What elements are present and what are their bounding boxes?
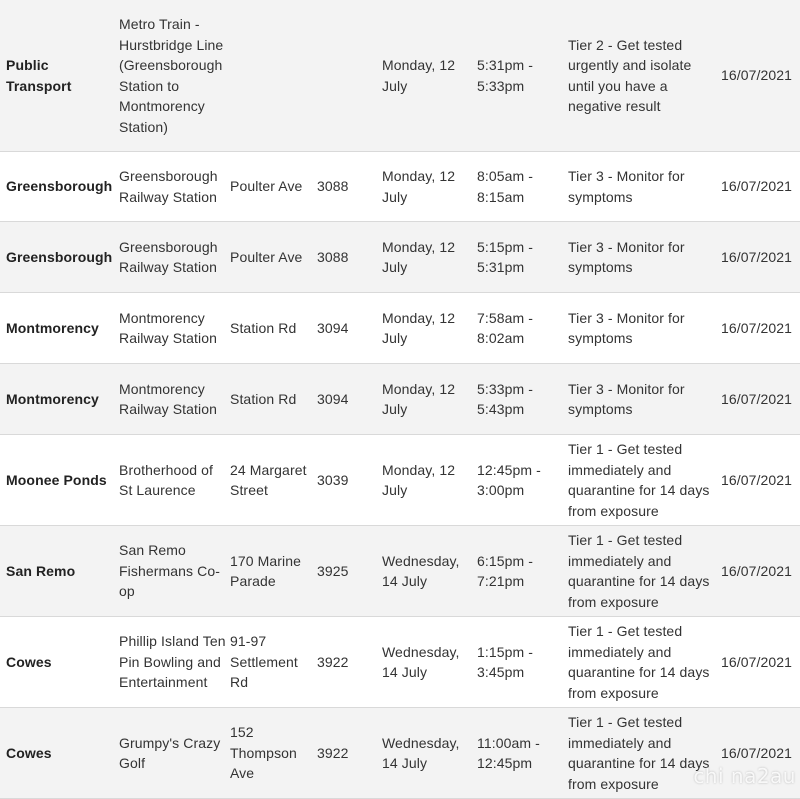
exposure-date-cell: Wednesday, 14 July bbox=[382, 643, 460, 680]
postcode-cell: 3922 bbox=[317, 744, 349, 761]
date-added-cell: 16/07/2021 bbox=[721, 67, 793, 84]
address-cell bbox=[230, 0, 314, 151]
site-cell: Brotherhood of St Laurence bbox=[119, 461, 214, 498]
date-added-cell: 16/07/2021 bbox=[721, 248, 793, 265]
health-advice-cell: Tier 3 - Monitor for symptoms bbox=[568, 380, 685, 417]
date-added-cell: 16/07/2021 bbox=[721, 178, 793, 195]
table-row bbox=[0, 435, 800, 526]
table-row bbox=[0, 222, 800, 293]
suburb-cell: Greensborough bbox=[6, 178, 113, 195]
site-cell: Greensborough Railway Station bbox=[119, 168, 218, 205]
suburb-cell: Greensborough bbox=[6, 248, 113, 265]
address-cell: 152 Thompson Ave bbox=[230, 724, 297, 782]
postcode-cell bbox=[317, 0, 377, 151]
postcode-cell: 3094 bbox=[317, 319, 349, 336]
postcode-cell: 3925 bbox=[317, 562, 349, 579]
exposure-time-cell: 12:45pm - 3:00pm bbox=[477, 461, 541, 498]
address-cell: Poulter Ave bbox=[230, 248, 303, 265]
table-row bbox=[0, 526, 800, 617]
postcode-cell: 3922 bbox=[317, 653, 349, 670]
address-cell: 170 Marine Parade bbox=[230, 552, 302, 589]
site-cell: Metro Train - Hurstbridge Line (Greensborough Station to Montmorency Station) bbox=[119, 16, 224, 135]
exposure-date-cell: Monday, 12 July bbox=[382, 168, 456, 205]
exposure-date-cell: Monday, 12 July bbox=[382, 380, 456, 417]
postcode-cell: 3094 bbox=[317, 390, 349, 407]
exposure-date-cell: Wednesday, 14 July bbox=[382, 552, 460, 589]
address-cell: Station Rd bbox=[230, 390, 297, 407]
table-row bbox=[0, 617, 800, 708]
suburb-cell: Montmorency bbox=[6, 319, 99, 336]
table-row bbox=[0, 708, 800, 799]
address-cell: 24 Margaret Street bbox=[230, 461, 307, 498]
watermark: chi na2au bbox=[693, 764, 796, 788]
exposure-date-cell: Monday, 12 July bbox=[382, 309, 456, 346]
exposure-time-cell: 5:31pm - 5:33pm bbox=[477, 57, 534, 94]
date-added-cell: 16/07/2021 bbox=[721, 744, 793, 761]
exposure-time-cell: 1:15pm - 3:45pm bbox=[477, 643, 534, 680]
postcode-cell: 3088 bbox=[317, 178, 349, 195]
date-added-cell: 16/07/2021 bbox=[721, 319, 793, 336]
date-added-cell: 16/07/2021 bbox=[721, 390, 793, 407]
site-cell: Phillip Island Ten Pin Bowling and Entertainment bbox=[119, 633, 226, 691]
exposure-time-cell: 7:58am - 8:02am bbox=[477, 309, 534, 346]
table-row bbox=[0, 364, 800, 435]
date-added-cell: 16/07/2021 bbox=[721, 653, 793, 670]
health-advice-cell: Tier 1 - Get tested immediately and quarantine for 14 days from exposure bbox=[568, 441, 710, 519]
exposure-time-cell: 11:00am - 12:45pm bbox=[477, 734, 540, 771]
suburb-cell: San Remo bbox=[6, 562, 76, 579]
exposure-time-cell: 5:15pm - 5:31pm bbox=[477, 238, 534, 275]
suburb-cell: Public Transport bbox=[6, 57, 72, 94]
date-added-cell: 16/07/2021 bbox=[721, 562, 793, 579]
exposure-time-cell: 5:33pm - 5:43pm bbox=[477, 380, 534, 417]
health-advice-cell: Tier 1 - Get tested immediately and quarantine for 14 days from exposure bbox=[568, 714, 710, 792]
health-advice-cell: Tier 3 - Monitor for symptoms bbox=[568, 238, 685, 275]
suburb-cell: Cowes bbox=[6, 744, 52, 761]
site-cell: Montmorency Railway Station bbox=[119, 380, 217, 417]
exposure-date-cell: Monday, 12 July bbox=[382, 461, 456, 498]
site-cell: San Remo Fishermans Co-op bbox=[119, 542, 220, 600]
table-row bbox=[0, 152, 800, 222]
exposure-date-cell: Monday, 12 July bbox=[382, 57, 456, 94]
address-cell: Poulter Ave bbox=[230, 178, 303, 195]
postcode-cell: 3088 bbox=[317, 248, 349, 265]
site-cell: Grumpy's Crazy Golf bbox=[119, 734, 221, 771]
date-added-cell: 16/07/2021 bbox=[721, 471, 793, 488]
health-advice-cell: Tier 1 - Get tested immediately and quarantine for 14 days from exposure bbox=[568, 623, 710, 701]
health-advice-cell: Tier 3 - Monitor for symptoms bbox=[568, 168, 685, 205]
exposure-date-cell: Monday, 12 July bbox=[382, 238, 456, 275]
address-cell: 91-97 Settlement Rd bbox=[230, 633, 298, 691]
table-row bbox=[0, 293, 800, 364]
suburb-cell: Montmorency bbox=[6, 390, 99, 407]
health-advice-cell: Tier 2 - Get tested urgently and isolate until you have a negative result bbox=[568, 36, 692, 114]
site-cell: Greensborough Railway Station bbox=[119, 238, 218, 275]
site-cell: Montmorency Railway Station bbox=[119, 309, 217, 346]
health-advice-cell: Tier 3 - Monitor for symptoms bbox=[568, 309, 685, 346]
health-advice-cell: Tier 1 - Get tested immediately and quarantine for 14 days from exposure bbox=[568, 532, 710, 610]
address-cell: Station Rd bbox=[230, 319, 297, 336]
suburb-cell: Cowes bbox=[6, 653, 52, 670]
exposure-time-cell: 8:05am - 8:15am bbox=[477, 168, 534, 205]
exposure-time-cell: 6:15pm - 7:21pm bbox=[477, 552, 534, 589]
table-row bbox=[0, 0, 800, 152]
suburb-cell: Moonee Ponds bbox=[6, 471, 107, 488]
exposure-date-cell: Wednesday, 14 July bbox=[382, 734, 460, 771]
postcode-cell: 3039 bbox=[317, 471, 349, 488]
